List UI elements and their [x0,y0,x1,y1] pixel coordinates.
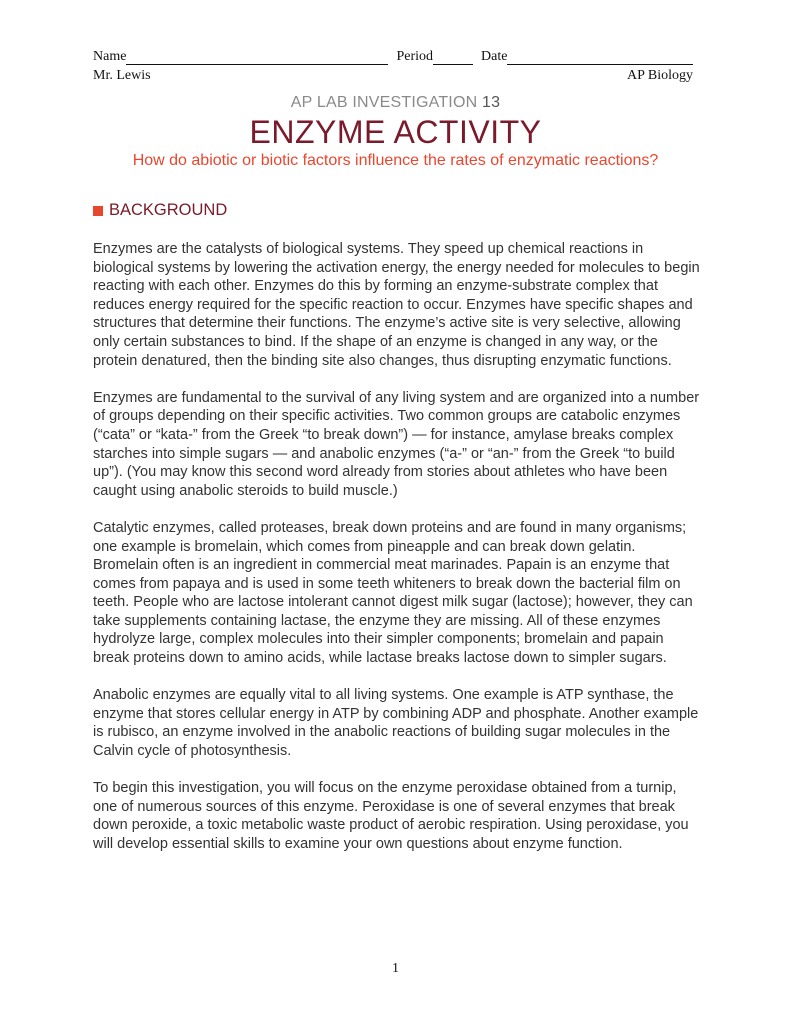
name-label: Name [93,49,127,64]
name-blank[interactable] [126,50,388,65]
square-bullet-icon [93,206,103,216]
header-fields-row [93,46,693,65]
background-body [93,240,703,872]
paragraph: To begin this investigation, you will focus on the enzyme peroxidase obtained from a turnip, one of numerous sources of this enzyme. Peroxidase is one of several enzymes that break down peroxide, a toxic metabolic waste product of aerobic respiration. Using peroxidase, you will develop essential skills to examine your own questions about enzyme function. [93,780,689,852]
header-meta-row [93,65,693,84]
paragraph: Enzymes are the catalysts of biological systems. They speed up chemical reactions in biological systems by lowering the activation energy, the energy needed for molecules to begin reacting with each other. Enzymes do this by forming an enzyme-substrate complex that reduces energy required for the specific reaction to occur. Enzymes have specific shapes and structures that determine their functions. The enzyme’s active site is very selective, allowing only certain substances to bind. If the shape of an enzyme is changed in any way, or the protein denatured, then the binding site also changes, thus disrupting enzymatic functions. [93,241,700,369]
course-name: AP Biology [627,68,693,83]
date-label: Date [481,49,508,64]
page-title: ENZYME ACTIVITY [249,114,542,150]
page-number: 1 [392,961,399,976]
lab-number: 13 [482,94,501,111]
page-header [93,46,693,84]
period-label: Period [396,49,433,64]
section-heading-text: BACKGROUND [109,201,228,219]
background-heading [93,201,227,220]
teacher-name: Mr. Lewis [93,68,151,83]
paragraph: Anabolic enzymes are equally vital to all living systems. One example is ATP synthase, the enzyme that stores cellular energy in ATP by combining ADP and phosphate. Another example is rubisco, an enzyme involved in the anabolic reactions of building sugar molecules in the Calvin cycle of photosynthesis. [93,687,699,760]
guiding-question: How do abiotic or biotic factors influence the rates of enzymatic reactions? [132,152,659,169]
paragraph: Catalytic enzymes, called proteases, break down proteins and are found in many organisms; one example is bromelain, which comes from pineapple and can break down gelatin. Bromelain often is an ingredient in commercial meat marinades. Papain is an enzyme that comes from papaya and is used in some teeth whiteners to break down the bacterial film on teeth. People who are lactose intolerant cannot digest milk sugar (lactose); however, they can take supplements containing lactase, the enzyme they are missing. All of these enzymes hydrolyze large, complex molecules into their simpler components; bromelain and papain break proteins down to amino acids, while lactase breaks lactose down to simpler sugars. [93,519,693,667]
date-blank[interactable] [507,50,693,65]
lab-investigation-label [0,94,791,112]
period-blank[interactable] [433,50,473,65]
lab-label-text: AP LAB INVESTIGATION [290,94,478,111]
paragraph: Enzymes are fundamental to the survival of any living system and are organized into a number of groups depending on their specific activities. Two common groups are catabolic enzymes (“cata” or “kata-” from the Greek “to break down”) — for instance, amylase breaks complex starches into simple sugars — and anabolic enzymes (“a-” or “an-” from the Greek “to build up”). (You may know this second word already from stories about athletes who have been caught using anabolic steroids to build muscle.) [93,389,700,499]
